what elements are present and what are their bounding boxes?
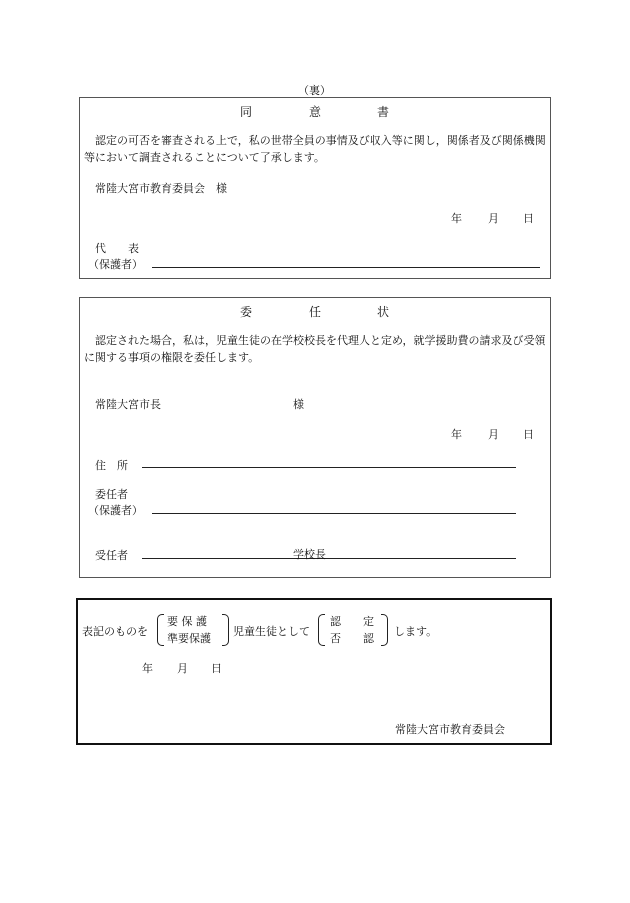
decision-middle: 児童生徒として bbox=[233, 625, 310, 638]
decision-date-day: 日 bbox=[211, 662, 222, 675]
delegation-delegatee-line[interactable] bbox=[142, 558, 516, 559]
consent-rep-label-1: 代 表 bbox=[95, 242, 139, 255]
decision-issuer: 常陸大宮市教育委員会 bbox=[395, 723, 505, 736]
decision-date-year: 年 bbox=[142, 662, 153, 675]
option-b-left-bracket bbox=[318, 614, 325, 646]
page-side-label: （裏） bbox=[298, 84, 331, 97]
consent-title-char-1: 同 bbox=[240, 105, 253, 119]
decision-suffix: します。 bbox=[394, 625, 438, 638]
consent-date-day: 日 bbox=[523, 212, 534, 225]
delegation-delegator-line[interactable] bbox=[152, 513, 516, 514]
consent-date-month: 月 bbox=[488, 212, 499, 225]
delegation-delegator-label-2: （保護者） bbox=[88, 504, 143, 517]
option-a-left-bracket bbox=[157, 614, 164, 646]
delegation-body: 認定された場合，私は，児童生徒の在学校校長を代理人と定め，就学援助費の請求及び受領に関する事項の権限を委任します。 bbox=[84, 334, 546, 364]
decision-prefix: 表記のものを bbox=[82, 625, 148, 638]
consent-title-char-3: 書 bbox=[377, 105, 390, 119]
consent-rep-signature-line[interactable] bbox=[152, 267, 540, 268]
consent-addressee: 常陸大宮市教育委員会 様 bbox=[95, 182, 227, 195]
delegation-addressee-honorific: 様 bbox=[293, 398, 304, 411]
delegation-title-char-3: 状 bbox=[377, 305, 390, 319]
decision-option-b-1: 認 定 bbox=[330, 615, 374, 628]
delegation-address-line[interactable] bbox=[142, 467, 516, 468]
delegation-delegator-label-1: 委任者 bbox=[95, 488, 128, 501]
delegation-date-year: 年 bbox=[451, 428, 462, 441]
consent-date-year: 年 bbox=[451, 212, 462, 225]
delegation-addressee: 常陸大宮市長 bbox=[95, 398, 161, 411]
consent-title-char-2: 意 bbox=[309, 105, 322, 119]
decision-option-a-2: 準要保護 bbox=[167, 632, 211, 645]
decision-option-b-2: 否 認 bbox=[330, 632, 374, 645]
delegation-delegatee-label: 受任者 bbox=[95, 549, 128, 562]
decision-option-a-1: 要 保 護 bbox=[167, 615, 207, 628]
option-a-right-bracket bbox=[222, 614, 229, 646]
delegation-title-char-1: 委 bbox=[240, 305, 253, 319]
delegation-school-head: 学校長 bbox=[293, 548, 326, 561]
delegation-date-day: 日 bbox=[523, 428, 534, 441]
consent-rep-label-2: （保護者） bbox=[88, 258, 143, 271]
option-b-right-bracket bbox=[381, 614, 388, 646]
delegation-address-label: 住 所 bbox=[95, 459, 128, 472]
delegation-title-char-2: 任 bbox=[309, 305, 322, 319]
consent-body: 認定の可否を審査される上で，私の世帯全員の事情及び収入等に関し，関係者及び関係機関等において調査されることについて了承します。 bbox=[84, 134, 546, 164]
decision-date-month: 月 bbox=[177, 662, 188, 675]
delegation-date-month: 月 bbox=[488, 428, 499, 441]
